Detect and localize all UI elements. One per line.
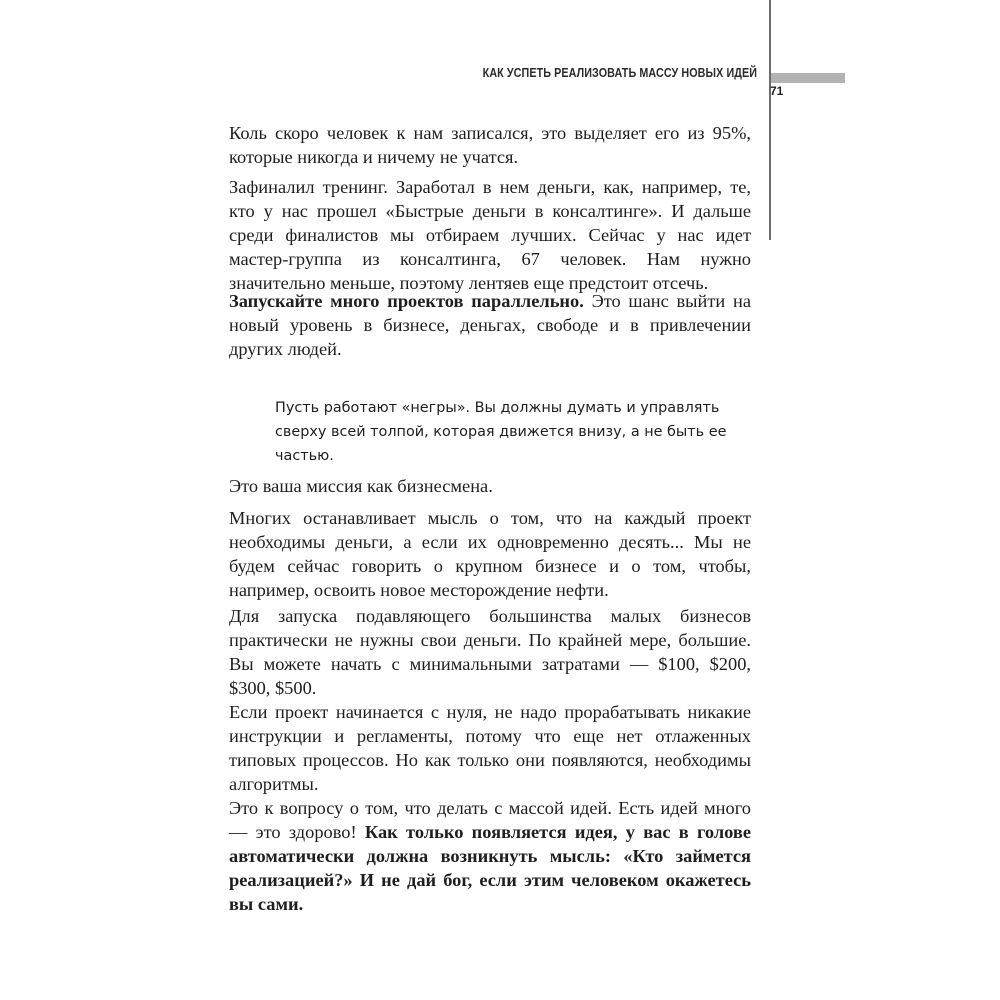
paragraph-8-text: Это к вопросу о том, что делать с массой идей. Есть идей много — это здорово!: [229, 798, 751, 842]
paragraph-8-bold: Как только появляется идея, у вас в голове автоматически должна возникнуть мысль: «Кто займется реализацией?» И не дай бог, если этим человеком окажетесь вы сами.: [229, 822, 751, 914]
paragraph-8: [229, 796, 751, 916]
pull-quote: Пусть работают «негры». Вы должны думать и управлять сверху всей толпой, которая движется внизу, а не быть ее частью.: [275, 400, 727, 464]
paragraph-4: Это ваша миссия как бизнесмена.: [229, 476, 493, 496]
paragraph-3: [229, 289, 751, 361]
paragraph-3-text: Это шанс выйти на новый уровень в бизнесе, деньгах, свободе и в привлечении других людей.: [229, 291, 751, 359]
page-number: 71: [770, 84, 784, 98]
header-gray-bar: [771, 73, 845, 83]
paragraph-3-bold: Запускайте много проектов параллельно.: [229, 291, 584, 311]
paragraph-6: Для запуска подавляющего большинства малых бизнесов практически не нужны свои деньги. По крайней мере, большие. Вы можете начать с минимальными затратами — $100, $200, $300, $500.: [229, 606, 751, 698]
paragraph-2: Зафиналил тренинг. Заработал в нем деньги, как, например, те, кто у нас прошел «Быстрые деньги в консалтинге». И дальше среди финалистов мы отбираем лучших. Сейчас у нас идет мастер-группа из консалтинга, 67 человек. Нам нужно значительно меньше, поэтому лентяев еще предстоит отсечь.: [229, 177, 751, 293]
header-vertical-rule: [769, 0, 771, 240]
paragraph-7: Если проект начинается с нуля, не надо прорабатывать никакие инструкции и регламенты, потому что еще нет отлаженных типовых процессов. Но как только они появляются, необходимы алгоритмы.: [229, 702, 751, 794]
paragraph-1: Коль скоро человек к нам записался, это выделяет его из 95%, которые никогда и ничему не учатся.: [229, 123, 751, 167]
paragraph-5: Многих останавливает мысль о том, что на каждый проект необходимы деньги, а если их одновременно десять... Мы не будем сейчас говорить о крупном бизнесе и о том, чтобы, например, освоить новое месторождение нефти.: [229, 508, 751, 600]
running-title: КАК УСПЕТЬ РЕАЛИЗОВАТЬ МАССУ НОВЫХ ИДЕЙ: [482, 66, 757, 80]
